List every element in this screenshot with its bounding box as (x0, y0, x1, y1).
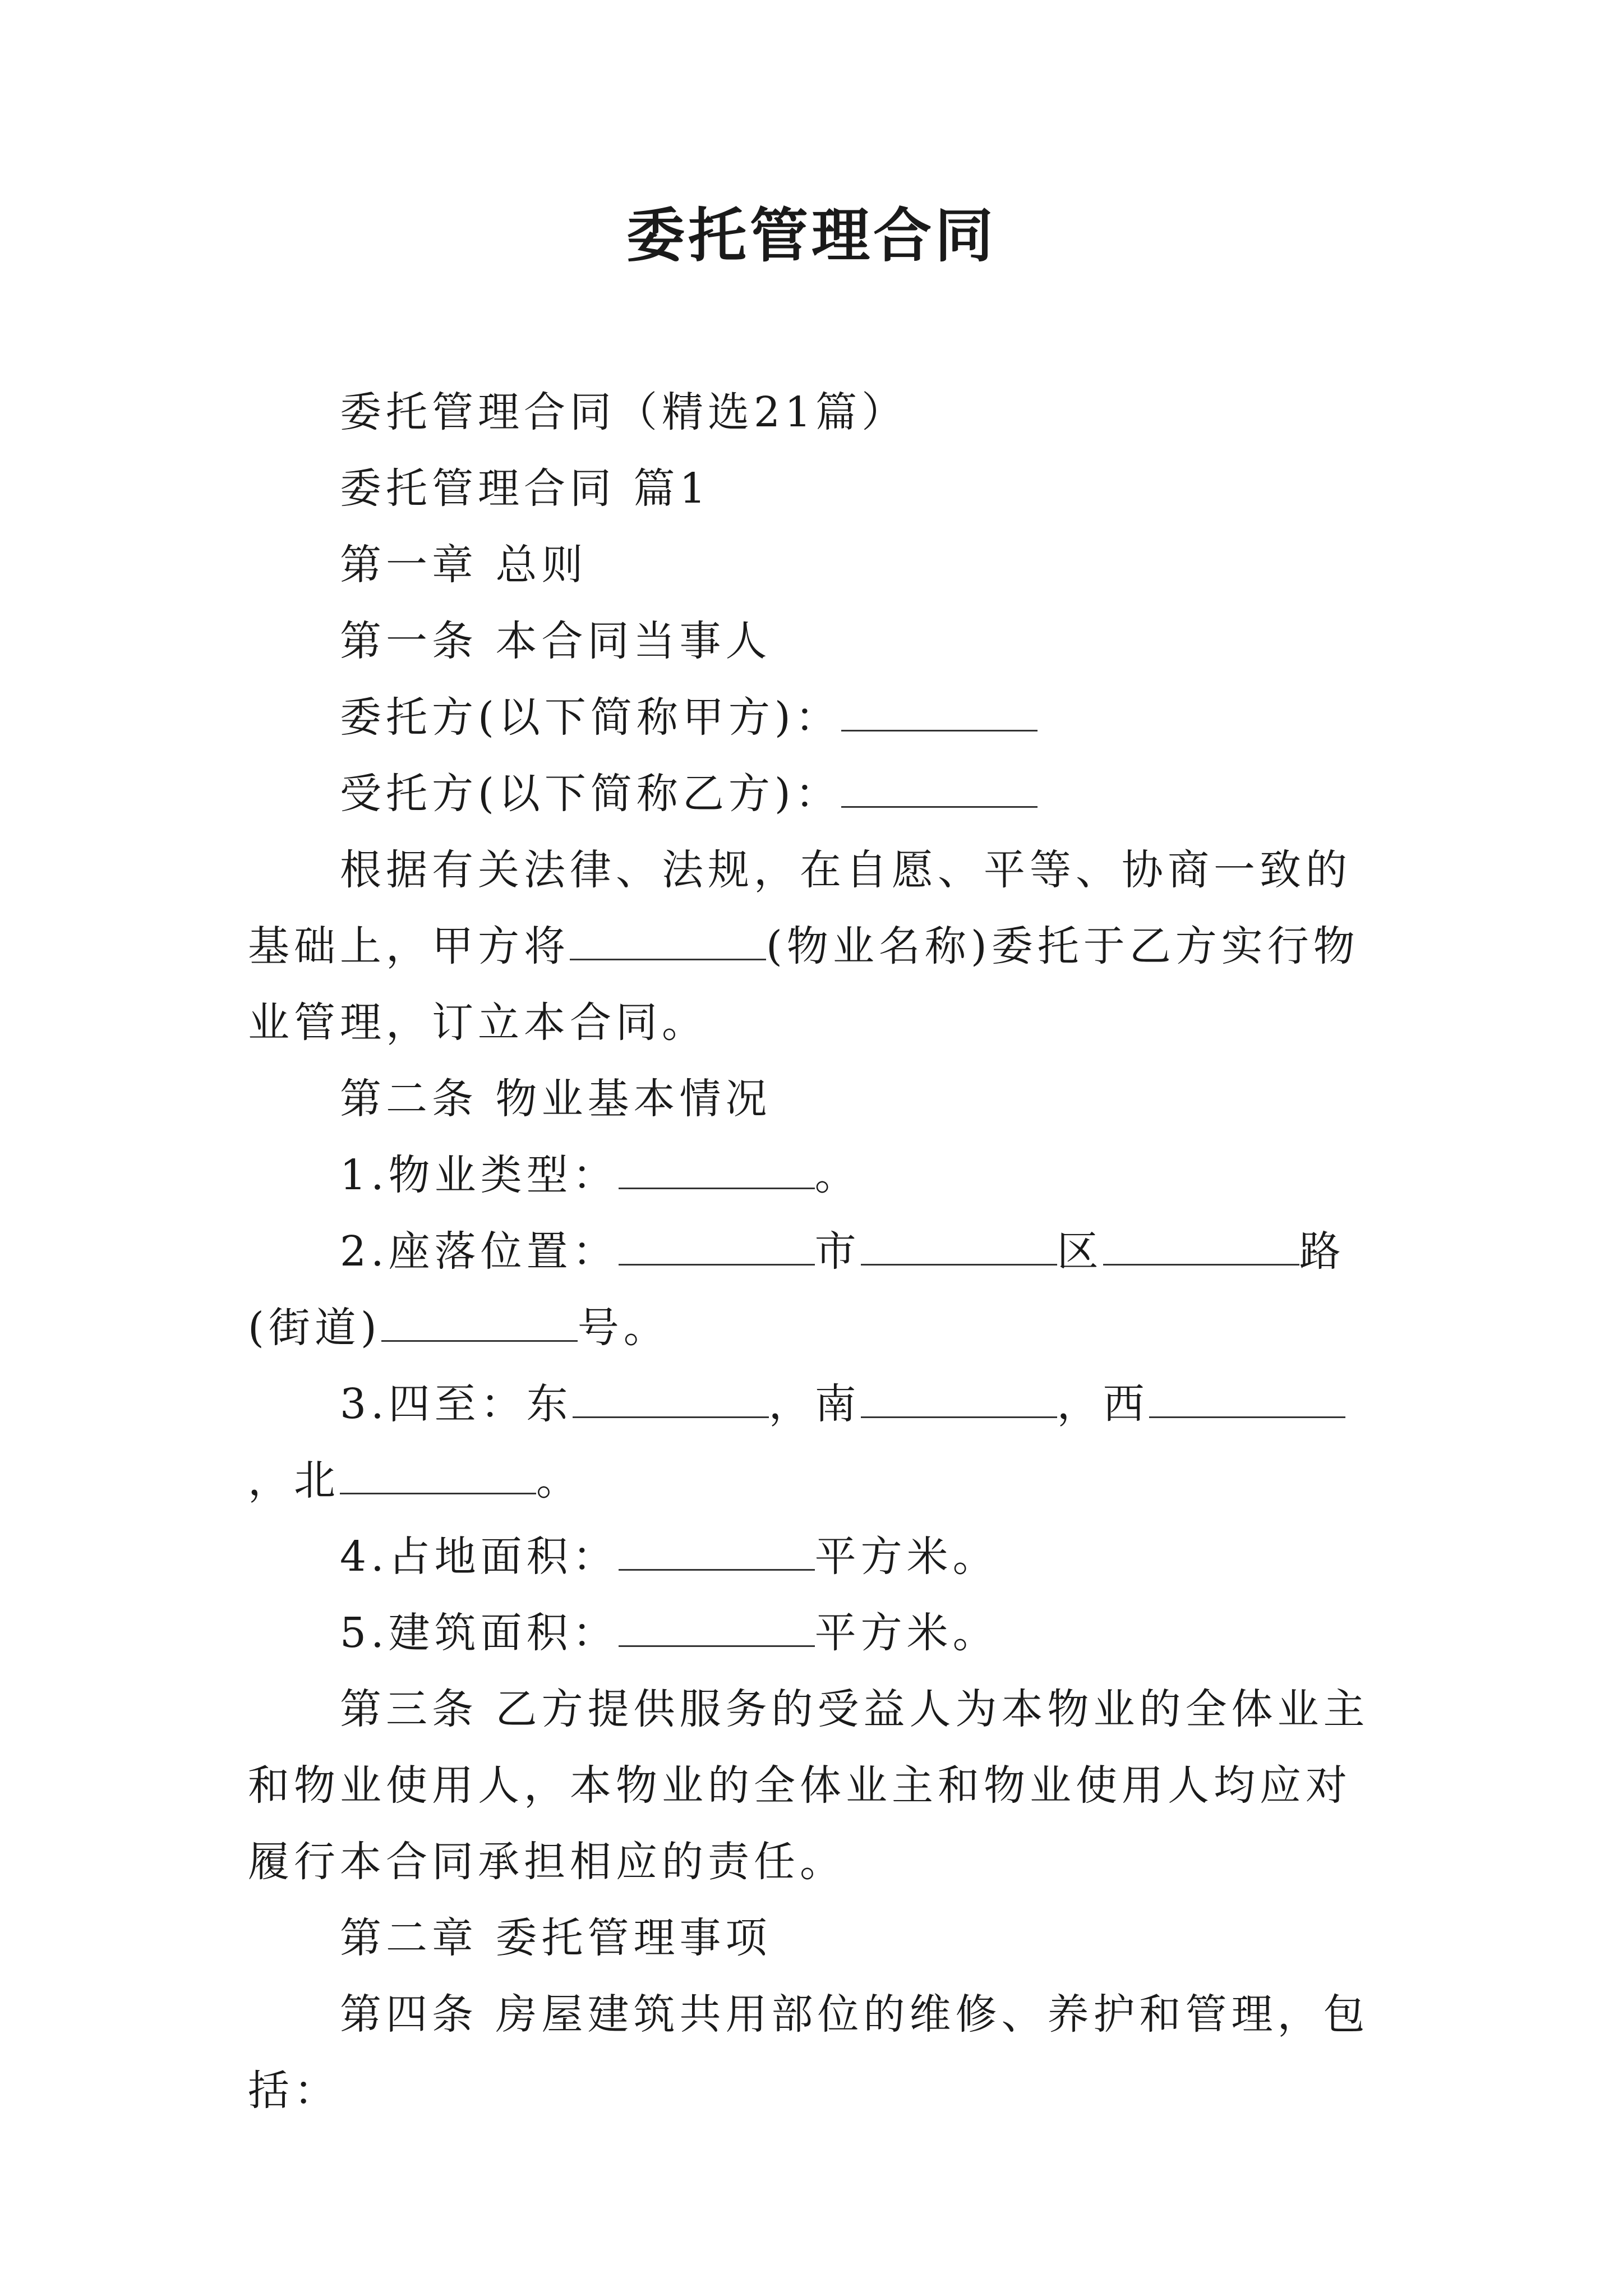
property-type-label: 1.物业类型： (340, 1151, 619, 1199)
building-area-unit: 平方米。 (814, 1609, 999, 1657)
location-label: 2.座落位置： (340, 1227, 619, 1276)
land-area-blank (619, 1534, 815, 1571)
basis-text-1: 根据有关法律、法规，在自愿、平等、协商一致的基础上，甲方将 (248, 846, 1352, 970)
paragraph-property-type (248, 1137, 1381, 1213)
party-a-blank (841, 695, 1038, 731)
paragraph-building-area (248, 1595, 1381, 1671)
south-blank (861, 1382, 1057, 1418)
party-b-label: 受托方(以下简称乙方)： (340, 770, 841, 818)
west-blank (1149, 1382, 1345, 1418)
road-blank (1103, 1229, 1299, 1266)
north-blank (340, 1458, 536, 1494)
paragraph-article-3: 第三条 乙方提供服务的受益人为本物业的全体业主和物业使用人，本物业的全体业主和物业使用人均应对履行本合同承担相应的责任。 (248, 1685, 1370, 1886)
city-blank (619, 1229, 815, 1266)
basis-text-2: (物业名称)委托于乙方实行物业管理，订立本合同。 (248, 922, 1359, 1047)
road-suffix: 路(街道) (248, 1227, 1345, 1352)
paragraph-subtitle: 委托管理合同（精选21篇） (340, 388, 908, 436)
paragraph-article-1: 第一条 本合同当事人 (340, 617, 772, 665)
property-name-blank (570, 924, 766, 960)
city-suffix: 市 (814, 1227, 861, 1276)
paragraph-party-b (248, 756, 1381, 832)
party-b-blank (841, 771, 1038, 808)
paragraph-chapter-1: 第一章 总则 (340, 541, 588, 589)
land-area-unit: 平方米。 (814, 1533, 999, 1581)
boundary-south-label: ，南 (768, 1380, 861, 1428)
paragraph-location (248, 1213, 1381, 1366)
property-type-blank (619, 1153, 815, 1189)
party-a-label: 委托方(以下简称甲方)： (340, 693, 841, 742)
boundary-north-label: ，北 (248, 1456, 340, 1504)
paragraph-chapter-2: 第二章 委托管理事项 (340, 1914, 772, 1962)
boundary-end: 。 (536, 1456, 582, 1504)
paragraph-boundaries (248, 1366, 1381, 1519)
paragraph-section-heading: 委托管理合同 篇1 (340, 464, 711, 513)
east-blank (573, 1382, 769, 1418)
boundary-west-label: ，西 (1057, 1380, 1149, 1428)
district-suffix: 区 (1057, 1227, 1103, 1276)
paragraph-basis (248, 832, 1381, 1061)
document-body (248, 374, 1381, 2129)
land-area-label: 4.占地面积： (340, 1533, 619, 1581)
boundary-east-label: 3.四至：东 (340, 1380, 573, 1428)
document-title: 委托管理合同 (626, 201, 997, 270)
building-area-blank (619, 1611, 815, 1647)
number-blank (381, 1305, 578, 1342)
paragraph-party-a (248, 679, 1381, 756)
building-area-label: 5.建筑面积： (340, 1609, 619, 1657)
paragraph-article-2: 第二条 物业基本情况 (340, 1075, 772, 1123)
paragraph-article-4: 第四条 房屋建筑共用部位的维修、养护和管理，包括： (248, 1990, 1370, 2115)
property-type-end: 。 (814, 1151, 861, 1199)
number-suffix: 号。 (577, 1304, 670, 1352)
district-blank (861, 1229, 1057, 1266)
paragraph-land-area (248, 1519, 1381, 1595)
